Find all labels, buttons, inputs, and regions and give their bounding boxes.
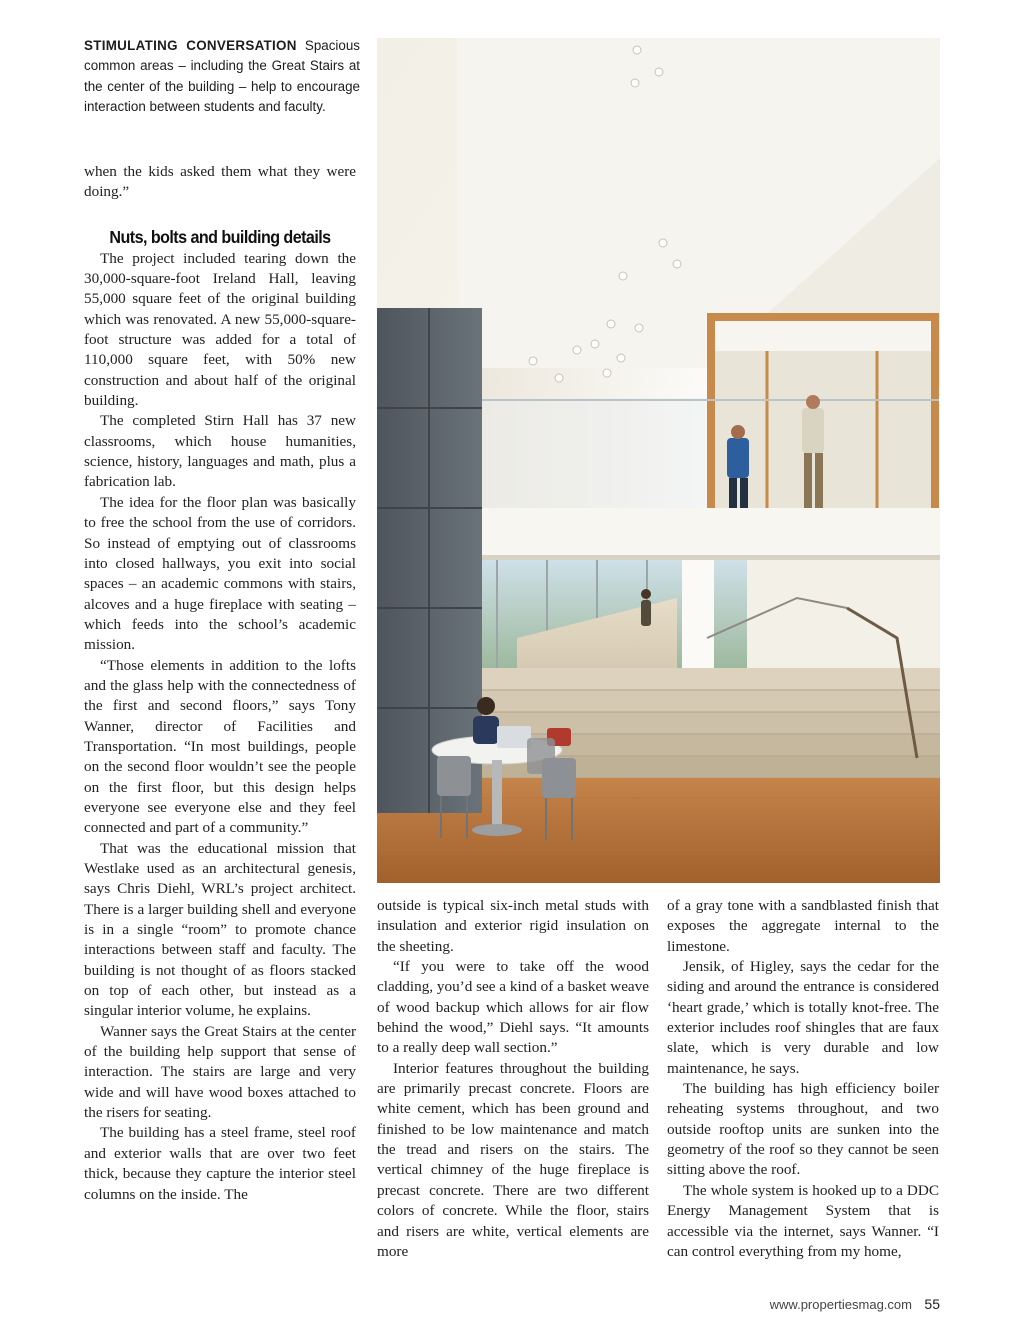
paragraph: The project included tearing down the 30,000-square-foot Ireland Hall, leaving 55,000 square feet of the original building which was renovated. A new 55,000-square-foot structure was added for a total of 110,000 square feet, with 50% new construction and about half of the original building. (84, 249, 356, 410)
paragraph: The building has a steel frame, steel roof and exterior walls that are over two feet thick, because they capture the interior steel columns on the inside. The (84, 1124, 356, 1203)
paragraph: Jensik, of Higley, says the cedar for the siding and around the entrance is considered ‘heart grade,’ which is totally knot-free. The exterior includes roof shingles that are faux slate, which is very durable and low maintenance, he says. (667, 958, 939, 1077)
atrium-photo (377, 38, 940, 883)
section-heading: Nuts, bolts and building details (109, 226, 331, 247)
paragraph: of a gray tone with a sandblasted finish that exposes the aggregate internal to the limestone. (667, 897, 939, 955)
article-column-2 (377, 896, 649, 1262)
paragraph: “If you were to take off the wood cladding, you’d see a kind of a basket weave of wood backup which allows for air flow behind the wood,” Diehl says. “It amounts to a really deep wall section.” (377, 958, 650, 1057)
paragraph: Wanner says the Great Stairs at the center of the building help support that sense of interaction. The stairs are large and very wide and will have wood boxes attached to the risers for seating. (84, 1022, 356, 1122)
paragraph: The whole system is hooked up to a DDC Energy Management System that is accessible via the internet, says Wanner. “I can control everything from my home, (667, 1181, 939, 1260)
article-column-1 (84, 162, 356, 1205)
paragraph: The idea for the floor plan was basically to free the school from the use of corridors. So instead of emptying out of classrooms into closed hallways, you exit into social spaces – an academic commons with stairs, alcoves and a huge fireplace with seating – which feeds into the school’s academic mission. (84, 493, 356, 654)
paragraph: “Those elements in addition to the lofts and the glass help with the connectedness of the first and second floors,” says Tony Wanner, director of Facilities and Transportation. “In most buildings, people on the second floor wouldn’t see the people on the first floor, but this design helps everyone see everyone else and they feel connected and part of a community.” (84, 656, 356, 837)
paragraph: The building has high efficiency boiler reheating systems throughout, and two outside rooftop units are sunken into the geometry of the roof so they cannot be seen sitting above the roof. (667, 1080, 939, 1179)
article-column-3 (667, 896, 939, 1262)
photo-caption (84, 36, 360, 118)
paragraph: outside is typical six-inch metal studs with insulation and exterior rigid insulation on the sheeting. (377, 897, 649, 955)
website-url: www.propertiesmag.com (769, 1297, 912, 1312)
page-footer (770, 1296, 940, 1314)
caption-heading: STIMULATING CONVERSATION (84, 38, 297, 53)
paragraph: Interior features throughout the building are primarily precast concrete. Floors are white cement, which has been ground and finished to be low maintenance and match the tread and risers on the stairs. The vertical chimney of the huge fireplace is precast concrete. There are two different colors of concrete. While the floor, stairs and risers are white, vertical elements are more (377, 1059, 649, 1260)
caption-text: Spacious common areas – including the Great Stairs at the center of the building – help to encourage interaction between students and faculty. (84, 38, 360, 115)
paragraph: when the kids asked them what they were doing.” (84, 163, 356, 201)
page-number: 55 (924, 1296, 940, 1312)
paragraph: The completed Stirn Hall has 37 new classrooms, which house humanities, science, history, languages and math, plus a fabrication lab. (84, 412, 356, 491)
paragraph: That was the educational mission that Westlake used as an architectural genesis, says Chris Diehl, WRL’s project architect. There is a larger building shell and everyone is in a single “room” to promote chance interactions between staff and faculty. The building is not thought of as floors stacked on top of each other, but instead as a singular interior volume, he explains. (84, 839, 356, 1020)
